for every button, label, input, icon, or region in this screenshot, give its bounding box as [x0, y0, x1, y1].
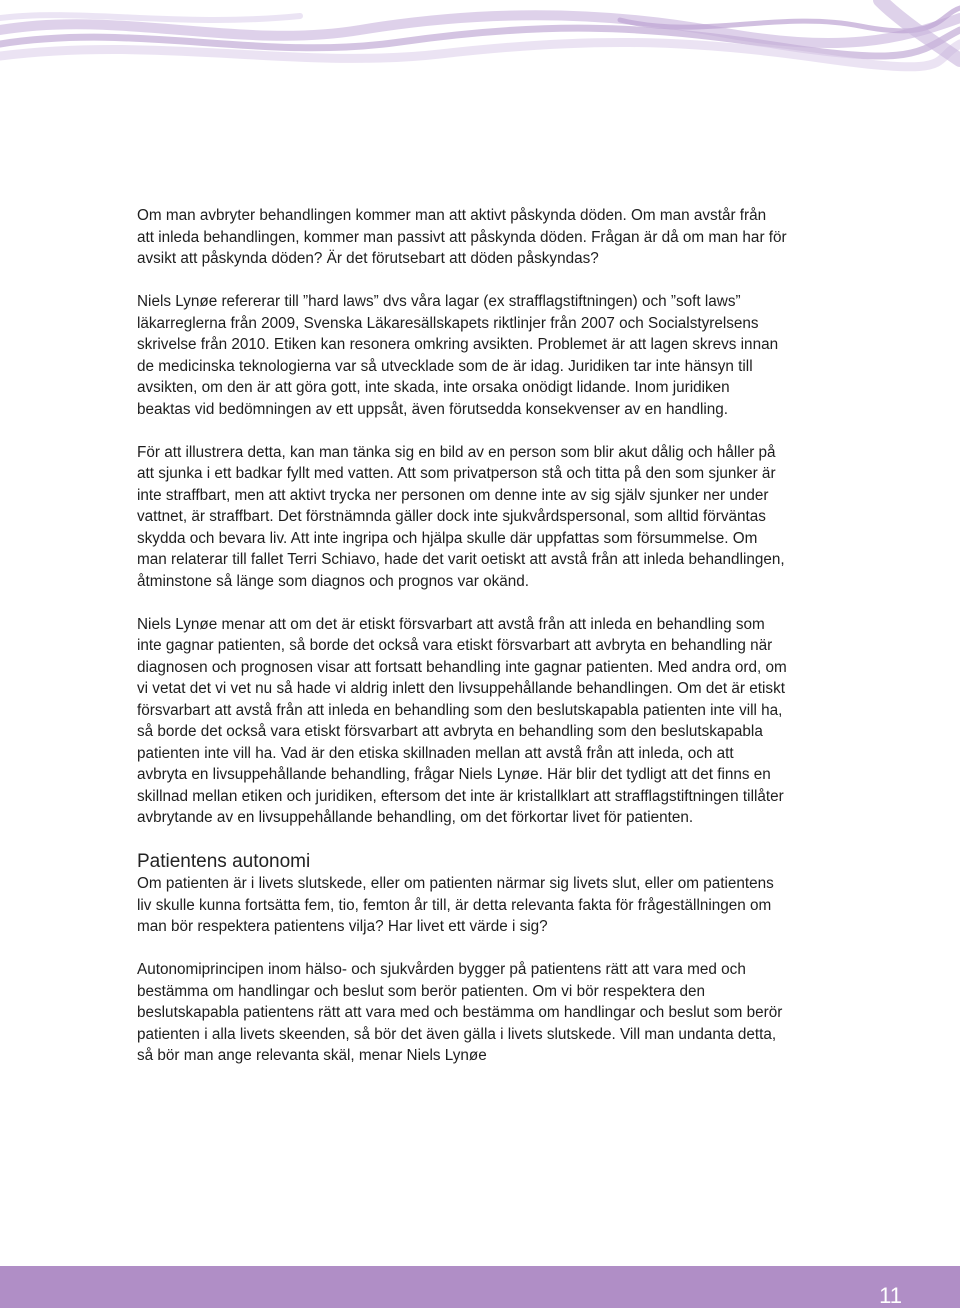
paragraph-1: Om man avbryter behandlingen kommer man att aktivt påskynda döden. Om man avstår från att inleda behandlingen, kommer man passivt att påskynda döden. Frågan är då om man har för avsikt att påskynda döden? Är det förutsebart att döden påskyndas?	[137, 207, 787, 267]
paragraph-2: Niels Lynøe refererar till ”hard laws” dvs våra lagar (ex strafflagstiftningen) och ”soft laws” läkarreglerna från 2009, Svenska Läkaresällskapets riktlinjer från 2007 och Socialstyrelsens skrivelse från 2010. Etiken kan resonera omkring avsikten. Problemet är att lagen skrevs innan de medicinska teknologierna var så utvecklade som de är idag. Juridiken tar inte hänsyn till avsikten, om den är att göra gott, inte skada, inte orsaka onödigt lidande. Inom juridiken beaktas vid bedömningen av ett uppsåt, även förutsedda konsekvenser av en handling.	[137, 293, 779, 418]
paragraph-3: För att illustrera detta, kan man tänka sig en bild av en person som blir akut dålig och håller på att sjunka i ett badkar fyllt med vatten. Att som privatperson stå och titta på den som sjunker är inte straffbart, men att aktivt trycka ner personen om denne inte av sig själv sjunker ner under vattnet, är straffbart. Det förstnämnda gäller dock inte sjukvårdspersonal, som alltid förväntas skydda och bevara liv. Att inte ingripa och hjälpa skulle där uppfattas som försummelse. Om man relaterar till fallet Terri Schiavo, hade det varit oetiskt att avstå från att inleda behandlingen, åtminstone så länge som diagnos och prognos var okänd.	[137, 443, 785, 590]
paragraph-5: Om patienten är i livets slutskede, eller om patienten närmar sig livets slut, eller om patientens liv skulle kunna fortsätta fem, tio, femton år till, är detta relevanta fakta för frågeställningen om man bör respektera patientens vilja? Har livet ett värde i sig?	[137, 875, 774, 935]
paragraph-4: Niels Lynøe menar att om det är etiskt försvarbart att avstå från att inleda en behandling som inte gagnar patienten, så borde det också vara etiskt försvarbart att avbryta en behandling när diagnosen och prognosen visar att fortsatt behandling inte gagnar patienten. Med andra ord, om vi vetat det vi vet nu så hade vi aldrig inlett den livsuppehållande behandlingen. Om det är etiskt försvarbart att avstå från att inleda en behandling som den beslutskapabla patienten inte vill ha, så borde det också vara etiskt försvarbart att avbryta en behandling som den beslutskapabla patienten inte vill ha. Vad är den etiska skillnaden mellan att avstå från att inleda, och att avbryta en livsuppehållande behandling, frågar Niels Lynøe. Här blir det tydligt att det finns en skillnad mellan etiken och juridiken, eftersom det inte är kristallklart att strafflagstiftningen tillåter avbrytande av en livsuppehållande behandling, om det förkortar livet för patienten.	[137, 615, 787, 826]
section-heading: Patientens autonomi	[137, 851, 311, 872]
paragraph-6: Autonomiprincipen inom hälso- och sjukvården bygger på patientens rätt att vara med och bestämma om handlingar och beslut som berör patienten. Om vi bör respektera den beslutskapabla patientens rätt att vara med och bestämma om handlingar och beslut som berör patienten i alla livets skeenden, så bör det även gälla i livets slutskede. Vill man undanta detta, så bör man ange relevanta skäl, menar Niels Lynøe	[137, 961, 783, 1064]
header-wave-decoration	[0, 0, 960, 80]
page-number: 11	[879, 1283, 902, 1308]
article-body	[137, 205, 787, 1088]
footer-bar	[0, 1266, 960, 1308]
